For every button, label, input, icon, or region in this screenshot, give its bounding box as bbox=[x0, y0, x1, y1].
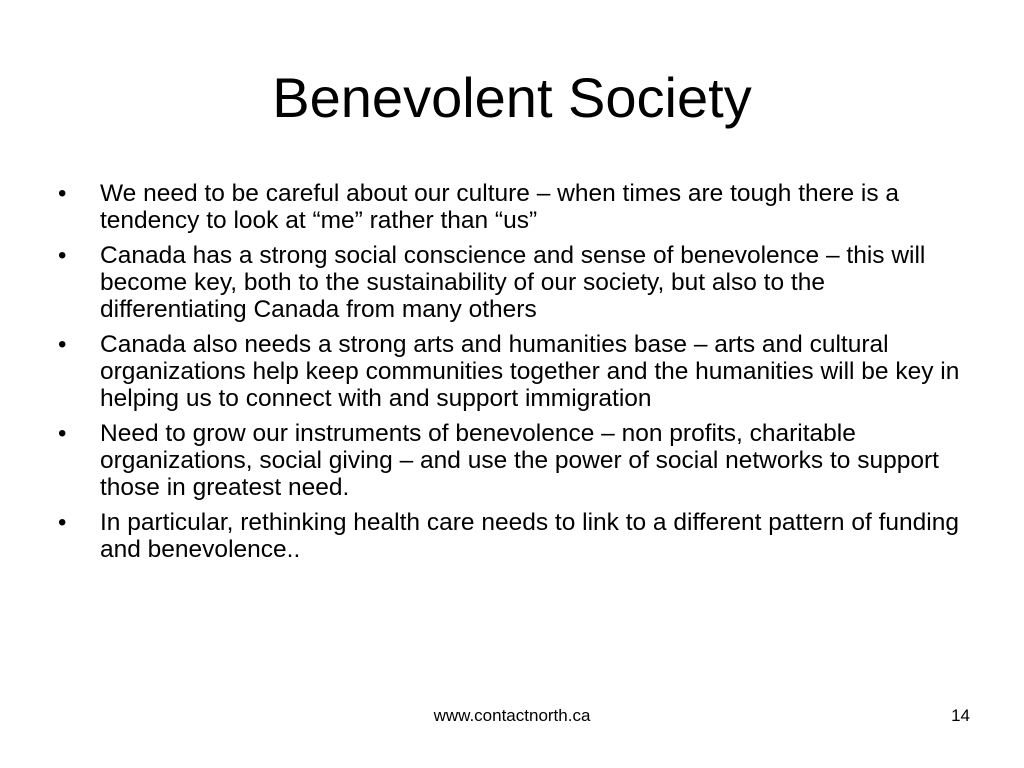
bullet-item bbox=[58, 331, 978, 412]
footer-url: www.contactnorth.ca bbox=[433, 706, 591, 725]
bullet-icon: • bbox=[58, 242, 67, 269]
bullet-item bbox=[58, 180, 978, 234]
slide-number: 14 bbox=[951, 706, 970, 725]
bullet-icon: • bbox=[58, 180, 67, 207]
bullet-item bbox=[58, 509, 978, 563]
bullet-text: Canada also needs a strong arts and humanities base – arts and cultural organizations help keep communities together and the humanities will be key in helping us to connect with and support immigration bbox=[100, 331, 960, 412]
bullet-item bbox=[58, 242, 978, 323]
bullet-item bbox=[58, 420, 978, 501]
bullet-icon: • bbox=[58, 331, 67, 358]
bullet-text: In particular, rethinking health care needs to link to a different pattern of funding and benevolence.. bbox=[100, 509, 959, 563]
bullet-text: Canada has a strong social conscience and sense of benevolence – this will become key, both to the sustainability of our society, but also to the differentiating Canada from many others bbox=[100, 242, 926, 323]
bullet-text: We need to be careful about our culture – when times are tough there is a tendency to look at “me” rather than “us” bbox=[100, 180, 900, 234]
slide-title: Benevolent Society bbox=[272, 66, 752, 129]
bullet-list bbox=[58, 180, 978, 571]
bullet-icon: • bbox=[58, 420, 67, 447]
bullet-icon: • bbox=[58, 509, 67, 536]
bullet-text: Need to grow our instruments of benevolence – non profits, charitable organizations, social giving – and use the power of social networks to support those in greatest need. bbox=[100, 420, 939, 501]
